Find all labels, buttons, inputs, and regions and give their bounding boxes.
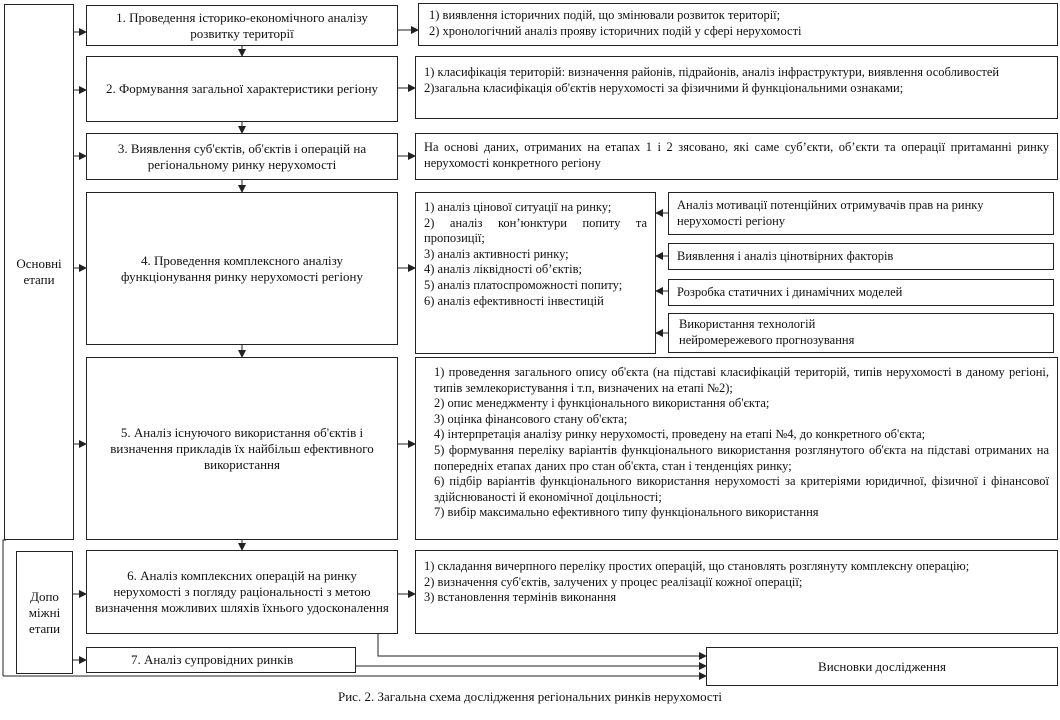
factor-2-box	[668, 243, 1054, 270]
step-7-label: 7. Аналіз супровідних ринків	[131, 652, 294, 667]
step-5-box	[86, 357, 398, 540]
detail-5-item: 5) формування переліку варіантів функціонального використання розглянутого об'єкта на підставі отриманих на попередніх етапах даних про стан об'єкта, стан і тенденціях ринку;	[434, 442, 1049, 473]
detail-1-box	[418, 3, 1058, 46]
detail-5-item: 2) опис менеджменту і функціонального використання об'єкта;	[434, 396, 770, 411]
conclusion-box	[706, 647, 1058, 686]
step-4-label: 4. Проведення комплексного аналізу функціонування ринку нерухомості регіону	[121, 252, 363, 284]
detail-6-item: 2) визначення суб'єктів, залучених у процес реалізації кожної операції;	[424, 574, 803, 589]
step-3-box	[86, 133, 398, 180]
detail-5-item: 7) вибір максимально ефективного типу функціонального використання	[434, 505, 819, 520]
detail-4-item: 5) аналіз платоспроможності попиту;	[424, 277, 623, 292]
detail-6-box	[415, 550, 1058, 634]
factor-3-box	[668, 279, 1054, 306]
detail-5-item: 1) проведення загального опису об'єкта (на підставі класифікацій територій, типів нерухомості в даному регіоні, типів землекористування і т.п, визначених на етапі №2);	[434, 365, 1049, 395]
step-1-box	[86, 5, 398, 46]
step-3-label: 3. Виявлення суб'єктів, об'єктів і операцій на регіональному ринку нерухомості	[117, 140, 367, 172]
detail-5-item: 3) оцінка фінансового стану об'єкта;	[434, 411, 628, 426]
main-stages-label: Основні етапи	[16, 256, 62, 287]
arrow-step6-conclusion	[378, 634, 706, 656]
step-4-box	[86, 192, 398, 345]
step-7-box	[86, 647, 356, 673]
detail-1-item: 1) виявлення історичних подій, що змінювали розвиток території;	[429, 8, 781, 22]
step-5-label: 5. Аналіз існуючого використання об'єктів і визначення прикладів їх найбільш ефективного використання	[110, 424, 374, 472]
factor-2-label: Виявлення і аналіз цінотвірних факторів	[677, 248, 894, 263]
detail-6-item: 3) встановлення термінів виконання	[424, 590, 617, 605]
factor-4-box	[668, 313, 1054, 353]
detail-3-item: На основі даних, отриманих на етапах 1 і 2 зясовано, які саме суб’єкти, об’єкти та операції притаманні ринку нерухомості конкретного регіону	[424, 140, 1049, 170]
figure-caption: Рис. 2. Загальна схема дослідження регіональних ринків нерухомості	[338, 689, 722, 704]
step-2-box	[86, 56, 398, 122]
factor-1-box	[668, 192, 1054, 235]
detail-2-item: 1) класифікація територій: визначення районів, підрайонів, аналіз інфраструктури, виявлення особливостей	[424, 65, 1000, 79]
detail-5-item: 6) підбір варіантів функціонального використання нерухомості за критеріями юридичної, фізичної і фінансової здійснюваності й економічної доцільності;	[434, 474, 1049, 504]
step-6-box	[86, 550, 398, 634]
main-stages-box	[4, 4, 74, 540]
detail-2-item: 2)загальна класифікація об'єктів нерухомості за фізичними й функціональними ознаками;	[424, 80, 904, 95]
detail-4-item: 1) аналіз цінової ситуації на ринку;	[424, 200, 612, 214]
detail-4-box	[415, 192, 656, 354]
detail-4-item: 6) аналіз ефективності інвестицій	[424, 293, 604, 308]
factor-1-label: Аналіз мотивації потенційних отримувачів прав на ринку нерухомості регіону	[677, 197, 984, 228]
detail-6-item: 1) складання вичерпного переліку простих операцій, що становлять розглянуту комплексну операцію;	[424, 559, 970, 573]
conclusion-label: Висновки дослідження	[818, 658, 946, 674]
detail-1-item: 2) хронологічний аналіз прояву історичних подій у сфері нерухомості	[429, 23, 802, 38]
line-main-bottom	[3, 540, 6, 676]
step-6-label: 6. Аналіз комплексних операцій на ринку нерухомості з погляду раціональності з метою визначення можливих шляхів їхнього удосконалення	[95, 568, 389, 615]
aux-stages-label: Допо міжні етапи	[28, 588, 61, 636]
step-2-label: 2. Формування загальної характеристики регіону	[105, 81, 379, 96]
detail-2-box	[415, 56, 1058, 119]
detail-3-box	[415, 133, 1058, 180]
factor-4-label: Використання технологій нейромережевого прогнозування	[679, 317, 855, 347]
detail-4-item: 4) аналіз ліквідності об’єктів;	[424, 262, 582, 277]
detail-5-item: 4) інтерпретація аналізу ринку нерухомості, проведену на етапі №4, до конкретного об'єкта;	[434, 427, 926, 442]
detail-4-item: 2) аналіз кон’юнктури попиту та пропозиції;	[424, 215, 647, 246]
detail-4-item: 3) аналіз активності ринку;	[424, 246, 569, 261]
factor-3-label: Розробка статичних і динамічних моделей	[677, 284, 903, 299]
aux-stages-box	[16, 551, 73, 674]
step-1-label: 1. Проведення історико-економічного аналізу розвитку території	[116, 9, 368, 41]
detail-5-box	[415, 357, 1058, 540]
